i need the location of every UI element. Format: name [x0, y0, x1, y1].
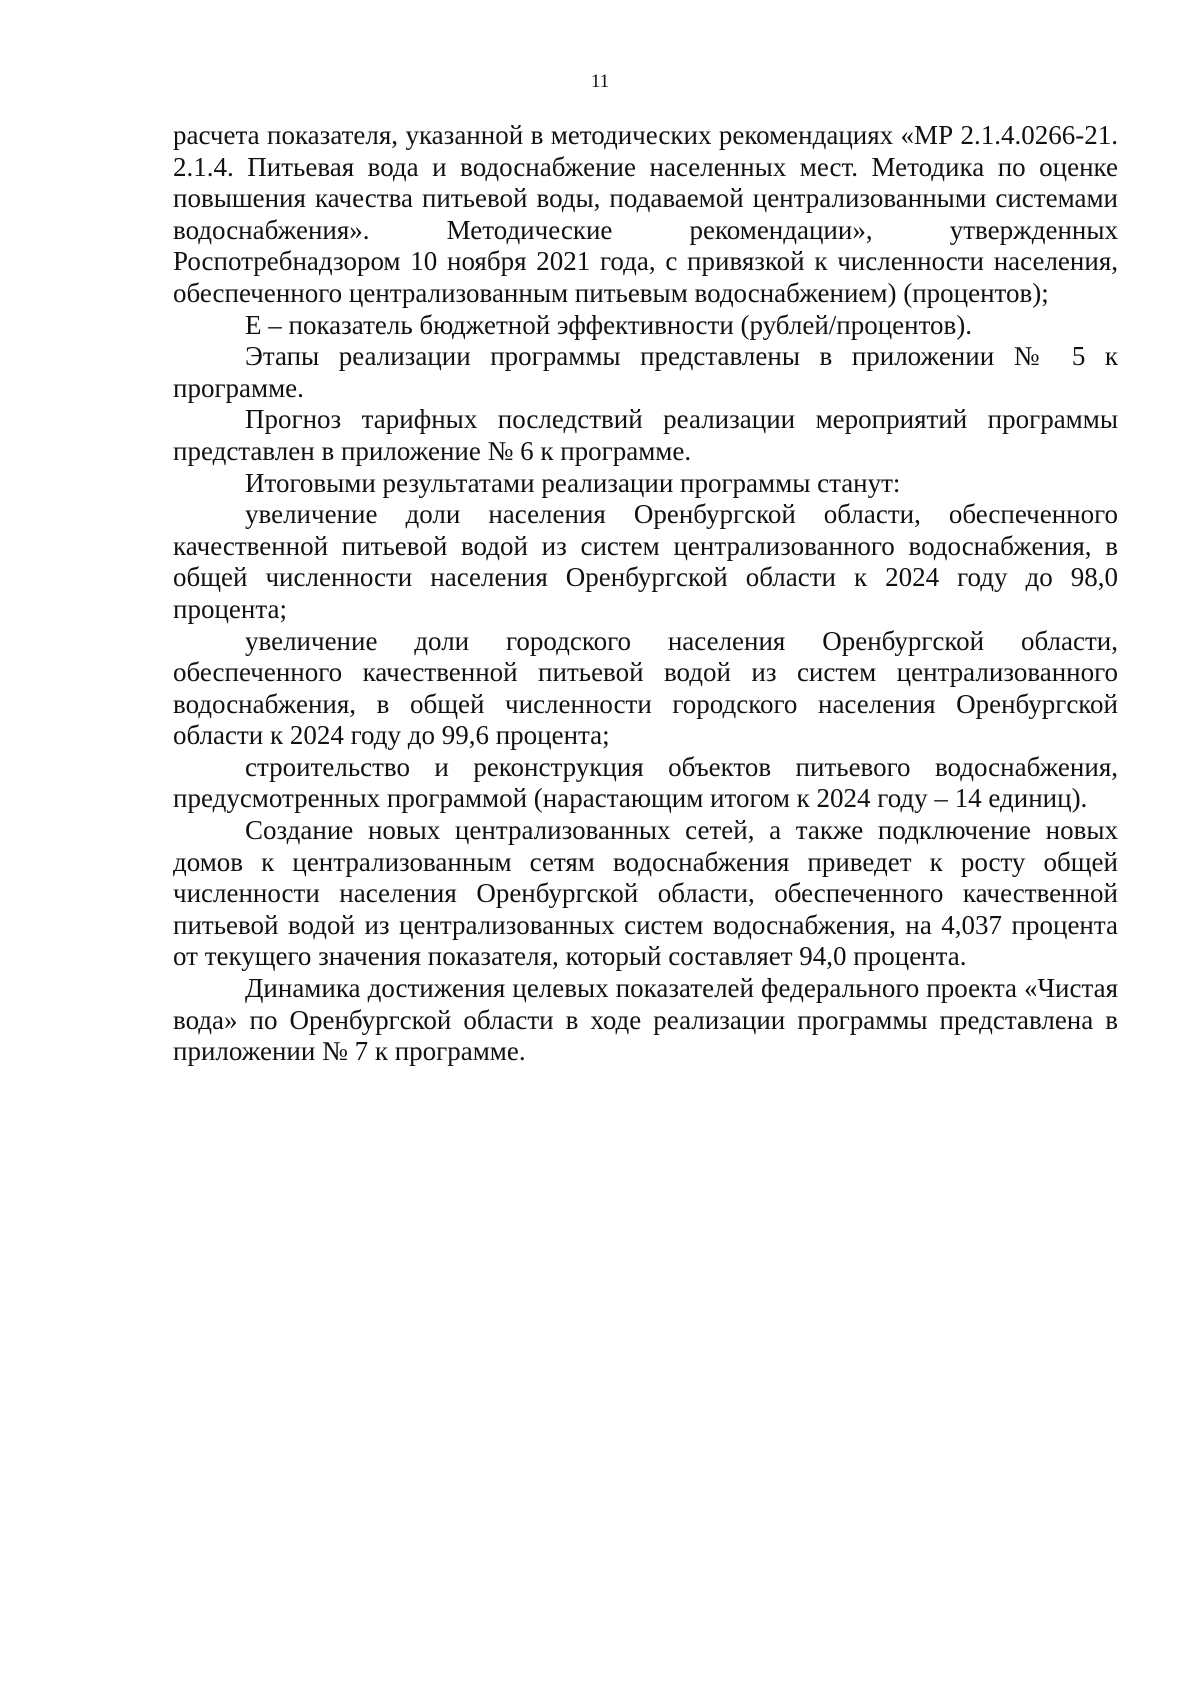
- body-text: [173, 120, 1118, 1068]
- paragraph-result-population: увеличение доли населения Оренбургской области, обеспеченного качественной питьевой водой из систем централизованного водоснабжения, в общей численности населения Оренбургской области к 2024 году до 98,0 процента;: [173, 499, 1118, 624]
- paragraph-budget-efficiency: Е – показатель бюджетной эффективности (рублей/процентов).: [245, 309, 973, 340]
- paragraph-results-intro: Итоговыми результатами реализации программы станут:: [245, 467, 901, 498]
- paragraph-result-urban-population: увеличение доли городского населения Оренбургской области, обеспеченного качественной питьевой водой из систем централизованного водоснабжения, в общей численности городского населения Оренбургской области к 2024 году до 99,6 процента;: [173, 625, 1118, 751]
- paragraph-tariff-forecast: Прогноз тарифных последствий реализации мероприятий программы представлен в приложение № 6 к программе.: [173, 404, 1118, 466]
- paragraph-new-networks: Создание новых централизованных сетей, а также подключение новых домов к централизованным сетям водоснабжения приведет к росту общей численности населения Оренбургской области, обеспеченного качественной питьевой водой из централизованных систем водоснабжения, на 4,037 процента от текущего значения показателя, который составляет 94,0 процента.: [173, 815, 1118, 972]
- paragraph-formula-definition: расчета показателя, указанной в методических рекомендациях «МР 2.1.4.0266-21. 2.1.4. Питьевая вода и водоснабжение населенных мест. Методика по оценке повышения качества питьевой воды, подаваемой централизованными системами водоснабжения». Методические рекомендации», утвержденных Роспотребнадзором 10 ноября 2021 года, с привязкой к численности населения, обеспеченного централизованным питьевым водоснабжением) (процентов);: [173, 120, 1118, 308]
- paragraph-dynamics: Динамика достижения целевых показателей федерального проекта «Чистая вода» по Оренбургской области в ходе реализации программы представлена в приложении № 7 к программе.: [173, 973, 1118, 1067]
- page-number: 11: [590, 71, 610, 92]
- paragraph-stages: Этапы реализации программы представлены в приложении № 5 к программе.: [173, 341, 1118, 403]
- paragraph-result-construction: строительство и реконструкция объектов питьевого водоснабжения, предусмотренных программой (нарастающим итогом к 2024 году – 14 единиц).: [173, 751, 1118, 814]
